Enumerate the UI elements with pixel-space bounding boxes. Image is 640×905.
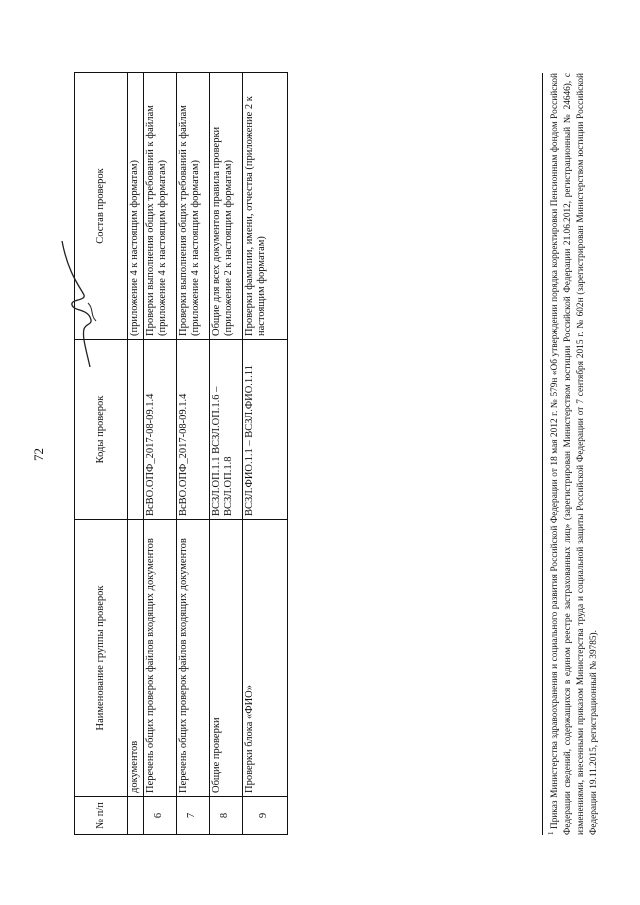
cell-group-name: Проверки блока «ФИО» — [242, 520, 287, 797]
signature-mark — [60, 239, 100, 369]
cell-group-name: документов — [128, 520, 144, 797]
cell-group-name: Перечень общих проверок файлов входящих документов — [143, 520, 176, 797]
cell-content: (приложение 4 к настоящим форматам) — [128, 73, 144, 340]
cell-codes — [128, 340, 144, 520]
footnote — [547, 73, 600, 835]
checks-table — [74, 72, 288, 835]
cell-number — [128, 797, 144, 835]
cell-content: Проверки выполнения общих требований к файлам (приложение 4 к настоящим форматам) — [143, 73, 176, 340]
cell-codes: ВсВО.ОПФ_2017-08-09.1.4 — [143, 340, 176, 520]
cell-content: Общие для всех документов правила проверки (приложение 2 к настоящим форматам) — [209, 73, 242, 340]
cell-codes: ВсВО.ОПФ_2017-08-09.1.4 — [176, 340, 209, 520]
header-group-name: Наименование группы проверок — [75, 520, 128, 797]
cell-group-name: Общие проверки — [209, 520, 242, 797]
cell-number: 6 — [143, 797, 176, 835]
cell-codes: ВСЗЛ.ФИО.1.1 – ВСЗЛ.ФИО.1.11 — [242, 340, 287, 520]
table-row — [176, 73, 209, 835]
table-row — [143, 73, 176, 835]
header-codes: Коды проверок — [75, 340, 128, 520]
header-number: № п/п — [75, 797, 128, 835]
cell-number: 8 — [209, 797, 242, 835]
cell-number: 7 — [176, 797, 209, 835]
table-row — [242, 73, 287, 835]
cell-content: Проверки фамилии, имени, отчества (приложение 2 к настоящим форматам) — [242, 73, 287, 340]
page-number: 72 — [31, 448, 46, 461]
footnote-divider — [542, 73, 543, 835]
table-row — [209, 73, 242, 835]
cell-number: 9 — [242, 797, 287, 835]
cell-group-name: Перечень общих проверок файлов входящих документов — [176, 520, 209, 797]
cell-codes: ВСЗЛ.ОП.1.1 ВСЗЛ.ОП.1.6 – ВСЗЛ.ОП.1.8 — [209, 340, 242, 520]
table-row — [128, 73, 144, 835]
footnote-marker: 1 — [547, 831, 555, 835]
table-header-row — [75, 73, 128, 835]
cell-content: Проверки выполнения общих требований к файлам (приложение 4 к настоящим форматам) — [176, 73, 209, 340]
header-content: Состав проверок — [75, 73, 128, 340]
footnote-text: Приказ Министерства здравоохранения и социального развития Российской Федерации от 18 мая 2012 г. № 579н «Об утверждении порядка корректировки Пенсионным фондом Российской Федерации сведений, содержащихся в едином реестре застрахованных лиц» (зарегистрирован Министерством юстиции Российской Федерации 21.06.2012, регистрационный № 24646), с изменениями, внесенными приказом Министерства труда и социальной защиты Российской Федерации от 7 сентября 2015 г. № 602н (зарегистрирован Министерством юстиции Российской Федерации 19.11.2015, регистрационный № 39785). — [550, 73, 599, 835]
